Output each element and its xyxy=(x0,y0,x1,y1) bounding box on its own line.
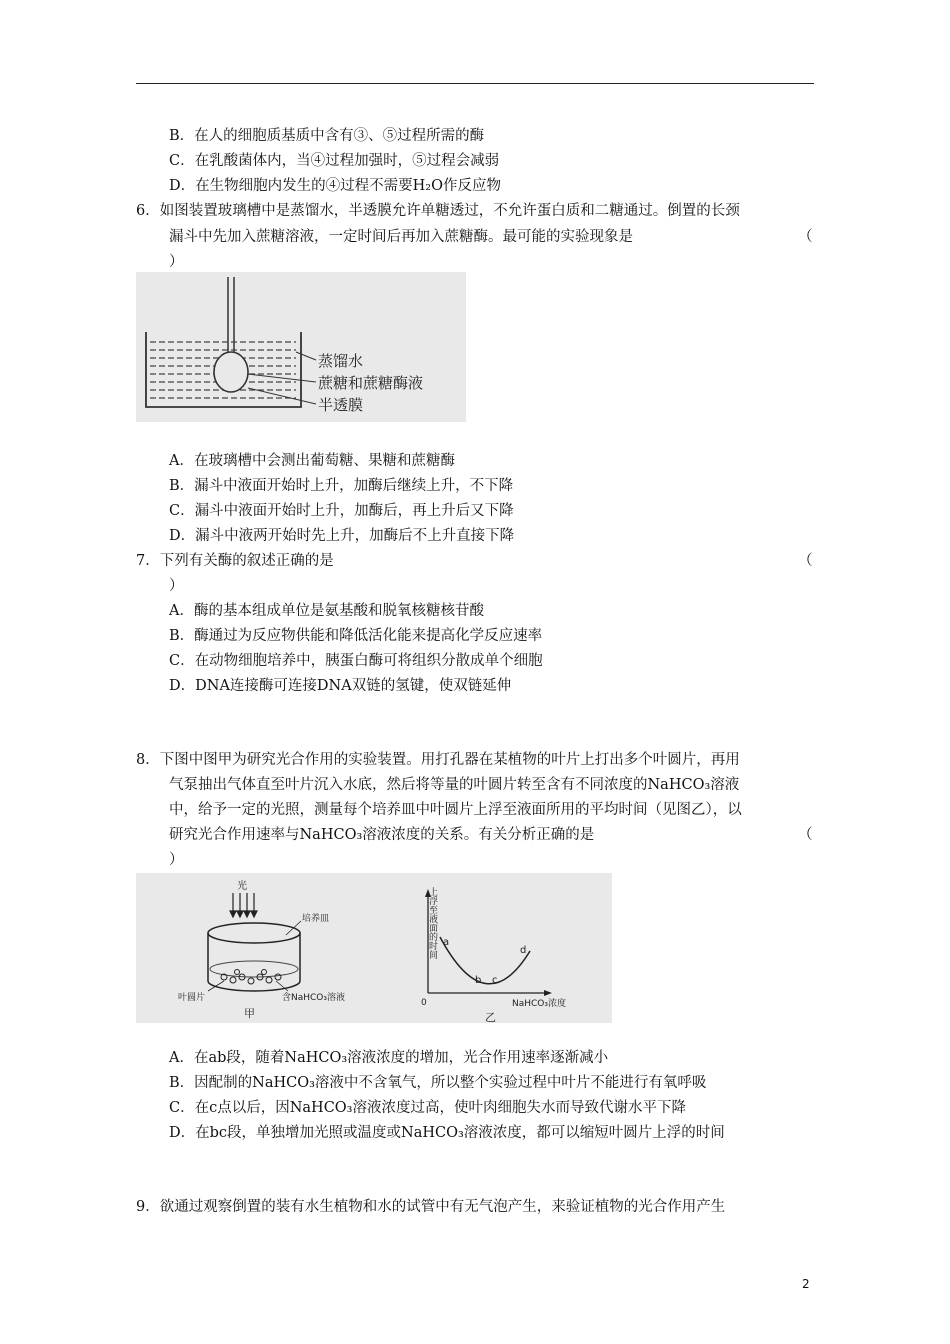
label-distilled-water: 蒸馏水 xyxy=(318,352,364,370)
y-axis-label: 上浮至液面的时间 xyxy=(427,887,437,959)
header-rule xyxy=(136,83,814,84)
origin-label: 0 xyxy=(421,998,427,1008)
dish-top-rim xyxy=(208,923,300,943)
page-number: 2 xyxy=(802,1277,810,1291)
q8-answer-paren-open: （ xyxy=(798,827,813,843)
q5-option-c: C．在乳酸菌体内，当④过程加强时，⑤过程会减弱 xyxy=(169,153,500,169)
q8-option-b: B．因配制的NaHCO₃溶液中不含氧气，所以整个实验过程中叶片不能进行有氧呼吸 xyxy=(169,1075,707,1091)
q8-stem-line2: 气泵抽出气体直至叶片沉入水底，然后将等量的叶圆片转至含有不同浓度的NaHCO₃溶液 xyxy=(169,777,740,793)
caption-yi: 乙 xyxy=(485,1011,496,1023)
q6-stem-line1: 6．如图装置玻璃槽中是蒸馏水，半透膜允许单糖透过，不允许蛋白质和二糖通过。倒置的长颈 xyxy=(136,203,740,219)
x-axis-arrow xyxy=(544,990,552,996)
q8-stem-line1: 8．下图中图甲为研究光合作用的实验装置。用打孔器在某植物的叶片上打出多个叶圆片，再用 xyxy=(136,752,740,768)
point-c-label: c xyxy=(492,975,498,986)
label-sucrose-enzyme-solution: 蔗糖和蔗糖酶液 xyxy=(318,374,424,392)
q6-stem-line2: 漏斗中先加入蔗糖溶液，一定时间后再加入蔗糖酶。最可能的实验现象是 xyxy=(169,229,633,245)
q7-option-c: C．在动物细胞培养中，胰蛋白酶可将组织分散成单个细胞 xyxy=(169,653,543,669)
q8-option-a: A．在ab段，随着NaHCO₃溶液浓度的增加，光合作用速率逐渐减小 xyxy=(169,1050,609,1066)
q6-option-c: C．漏斗中液面开始时上升，加酶后，再上升后又下降 xyxy=(169,503,514,519)
q8-stem-line3: 中，给予一定的光照，测量每个培养皿中叶圆片上浮至液面所用的平均时间（见图乙），以 xyxy=(169,802,742,818)
label-leaf-disc: 叶圆片 xyxy=(178,993,206,1003)
osmosis-apparatus-diagram xyxy=(136,272,466,422)
q7-stem: 7．下列有关酶的叙述正确的是 xyxy=(136,553,334,569)
label-light: 光 xyxy=(237,881,247,892)
q6-answer-paren-open: （ xyxy=(798,229,813,245)
q6-answer-paren-close: ） xyxy=(169,254,184,270)
time-curve xyxy=(440,937,530,984)
q8-answer-paren-close: ） xyxy=(169,852,184,868)
q6-figure xyxy=(136,272,466,422)
photosynthesis-experiment-diagram xyxy=(136,873,612,1023)
q8-figure xyxy=(136,873,612,1023)
q7-option-b: B．酶通过为反应物供能和降低活化能来提高化学反应速率 xyxy=(169,628,543,644)
semipermeable-membrane-bulb xyxy=(214,352,248,392)
leader-leaf xyxy=(208,981,224,991)
leader-dish xyxy=(286,921,301,935)
x-axis-label: NaHCO₃浓度 xyxy=(512,999,566,1009)
q5-option-b: B．在人的细胞质基质中含有③、⑤过程所需的酶 xyxy=(169,128,485,144)
leader-line-solution xyxy=(248,374,316,382)
q8-option-d: D．在bc段，单独增加光照或温度或NaHCO₃溶液浓度，都可以缩短叶圆片上浮的时间 xyxy=(169,1125,725,1141)
light-arrows xyxy=(230,893,257,917)
q8-stem-line4: 研究光合作用速率与NaHCO₃溶液浓度的关系。有关分析正确的是 xyxy=(169,827,595,843)
q5-option-d: D．在生物细胞内发生的④过程不需要H₂O作反应物 xyxy=(169,178,501,194)
point-a-label: a xyxy=(443,937,450,948)
point-b-label: b xyxy=(475,975,482,986)
label-nahco3-solution: 含NaHCO₃溶液 xyxy=(282,993,345,1003)
q7-answer-paren-open: （ xyxy=(798,553,813,569)
q8-option-c: C．在c点以后，因NaHCO₃溶液浓度过高，使叶肉细胞失水而导致代谢水平下降 xyxy=(169,1100,686,1116)
caption-jia: 甲 xyxy=(244,1007,255,1020)
q9-stem-line1: 9．欲通过观察倒置的装有水生植物和水的试管中有无气泡产生，来验证植物的光合作用产生 xyxy=(136,1199,726,1215)
label-semipermeable-membrane: 半透膜 xyxy=(318,396,364,414)
point-d-label: d xyxy=(520,945,527,956)
q7-answer-paren-close: ） xyxy=(169,578,184,594)
q7-option-a: A．酶的基本组成单位是氨基酸和脱氧核糖核苷酸 xyxy=(169,603,484,619)
q6-option-a: A．在玻璃槽中会测出葡萄糖、果糖和蔗糖酶 xyxy=(169,453,455,469)
q6-option-d: D．漏斗中液两开始时先上升，加酶后不上升直接下降 xyxy=(169,528,515,544)
label-culture-dish: 培养皿 xyxy=(302,914,330,924)
q7-option-d: D．DNA连接酶可连接DNA双链的氢键，使双链延伸 xyxy=(169,678,512,694)
leader-line-water xyxy=(296,352,316,360)
q6-option-b: B．漏斗中液面开始时上升，加酶后继续上升，不下降 xyxy=(169,478,514,494)
